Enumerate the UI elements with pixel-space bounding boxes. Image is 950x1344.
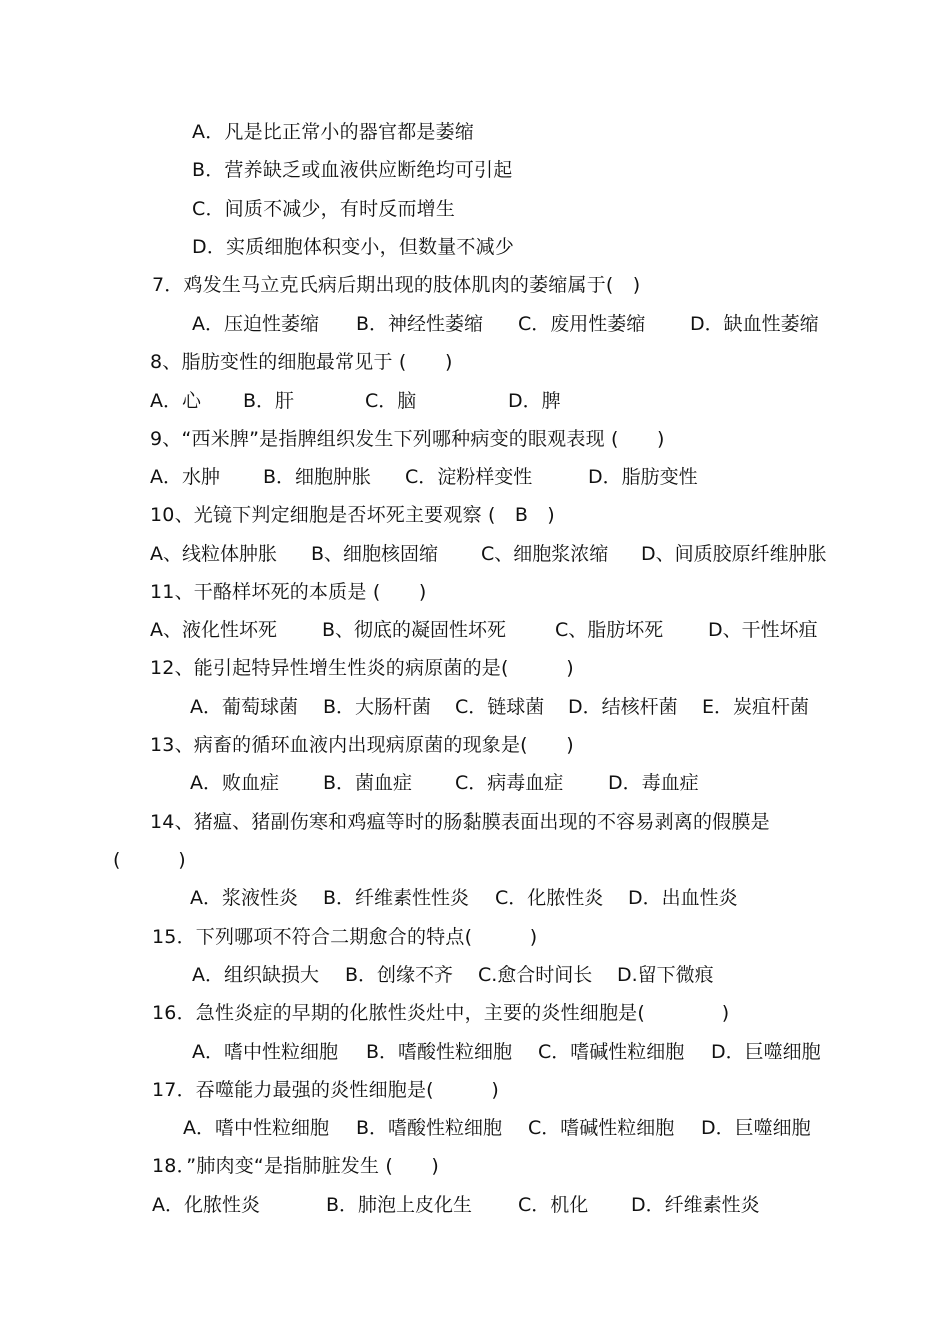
- q16-option-c: C．嗜碱性粒细胞: [538, 1041, 685, 1063]
- q9-option-d: D．脂肪变性: [588, 466, 698, 488]
- q10-option-b: B、细胞核固缩: [311, 543, 439, 565]
- q13-option-a: A．败血症: [190, 772, 279, 794]
- q18-option-a: A．化脓性炎: [152, 1194, 260, 1216]
- q12-option-a: A．葡萄球菌: [190, 696, 298, 718]
- q6-option-a: A．凡是比正常小的器官都是萎缩: [192, 121, 474, 143]
- q15-stem: 15．下列哪项不符合二期愈合的特点( ): [152, 926, 538, 948]
- q8-option-b: B．肝: [243, 390, 295, 412]
- q18-option-d: D．纤维素性炎: [631, 1194, 760, 1216]
- q7-option-b: B．神经性萎缩: [356, 313, 484, 335]
- q17-option-d: D．巨噬细胞: [701, 1117, 811, 1139]
- q13-option-d: D．毒血症: [608, 772, 699, 794]
- q10-stem: 10、光镜下判定细胞是否坏死主要观察 ( B ): [150, 504, 555, 526]
- q11-option-c: C、脂肪坏死: [555, 619, 664, 641]
- q12-option-e: E．炭疽杆菌: [702, 696, 810, 718]
- q14-stem-continuation: ( ): [113, 849, 186, 871]
- q8-stem: 8、脂肪变性的细胞最常见于 ( ): [150, 351, 453, 373]
- q14-stem: 14、猪瘟、猪副伤寒和鸡瘟等时的肠黏膜表面出现的不容易剥离的假膜是: [150, 811, 770, 833]
- q7-option-a: A．压迫性萎缩: [192, 313, 319, 335]
- q18-option-c: C．机化: [518, 1194, 589, 1216]
- q8-option-c: C．脑: [365, 390, 417, 412]
- q17-stem: 17．吞噬能力最强的炎性细胞是( ): [152, 1079, 500, 1101]
- q8-option-a: A．心: [150, 390, 201, 412]
- q7-stem: 7．鸡发生马立克氏病后期出现的肢体肌肉的萎缩属于( ): [152, 274, 641, 296]
- q16-stem: 16．急性炎症的早期的化脓性炎灶中，主要的炎性细胞是( ): [152, 1002, 730, 1024]
- q9-stem: 9、“西米脾”是指脾组织发生下列哪种病变的眼观表现 ( ): [150, 428, 665, 450]
- q14-option-b: B．纤维素性性炎: [323, 887, 470, 909]
- q14-option-d: D．出血性炎: [628, 887, 738, 909]
- q8-option-d: D．脾: [508, 390, 561, 412]
- q6-option-b: B．营养缺乏或血液供应断绝均可引起: [192, 159, 513, 181]
- q12-option-c: C．链球菌: [455, 696, 545, 718]
- q14-option-a: A．浆液性炎: [190, 887, 298, 909]
- q17-option-c: C．嗜碱性粒细胞: [528, 1117, 675, 1139]
- q18-stem: 18．”肺肉变“是指肺脏发生 ( ): [152, 1155, 440, 1177]
- q16-option-a: A．嗜中性粒细胞: [192, 1041, 338, 1063]
- q10-option-c: C、细胞浆浓缩: [481, 543, 609, 565]
- q15-option-d: D.留下微痕: [617, 964, 714, 986]
- q14-option-c: C．化脓性炎: [495, 887, 604, 909]
- q9-option-c: C．淀粉样变性: [405, 466, 533, 488]
- q11-option-b: B、彻底的凝固性坏死: [322, 619, 507, 641]
- q10-option-d: D、间质胶原纤维肿胀: [641, 543, 827, 565]
- q15-option-c: C.愈合时间长: [478, 964, 593, 986]
- q17-option-a: A．嗜中性粒细胞: [183, 1117, 329, 1139]
- q11-option-a: A、液化性坏死: [150, 619, 277, 641]
- q12-option-b: B．大肠杆菌: [323, 696, 432, 718]
- q10-option-a: A、线粒体肿胀: [150, 543, 277, 565]
- q15-option-b: B．创缘不齐: [345, 964, 454, 986]
- q15-option-a: A．组织缺损大: [192, 964, 319, 986]
- q11-stem: 11、干酪样坏死的本质是 ( ): [150, 581, 427, 603]
- q11-option-d: D、干性坏疽: [708, 619, 818, 641]
- q6-option-c: C．间质不减少，有时反而增生: [192, 198, 456, 220]
- q6-option-d: D．实质细胞体积变小，但数量不减少: [192, 236, 515, 258]
- q12-option-d: D．结核杆菌: [568, 696, 678, 718]
- q13-stem: 13、病畜的循环血液内出现病原菌的现象是( ): [150, 734, 574, 756]
- q9-option-a: A．水肿: [150, 466, 220, 488]
- q12-stem: 12、能引起特异性增生性炎的病原菌的是( ): [150, 657, 574, 679]
- q16-option-d: D．巨噬细胞: [711, 1041, 821, 1063]
- q18-option-b: B．肺泡上皮化生: [326, 1194, 473, 1216]
- q13-option-c: C．病毒血症: [455, 772, 564, 794]
- q16-option-b: B．嗜酸性粒细胞: [366, 1041, 513, 1063]
- q13-option-b: B．菌血症: [323, 772, 413, 794]
- q7-option-c: C．废用性萎缩: [518, 313, 646, 335]
- q7-option-d: D．缺血性萎缩: [690, 313, 819, 335]
- q9-option-b: B．细胞肿胀: [263, 466, 372, 488]
- q17-option-b: B．嗜酸性粒细胞: [356, 1117, 503, 1139]
